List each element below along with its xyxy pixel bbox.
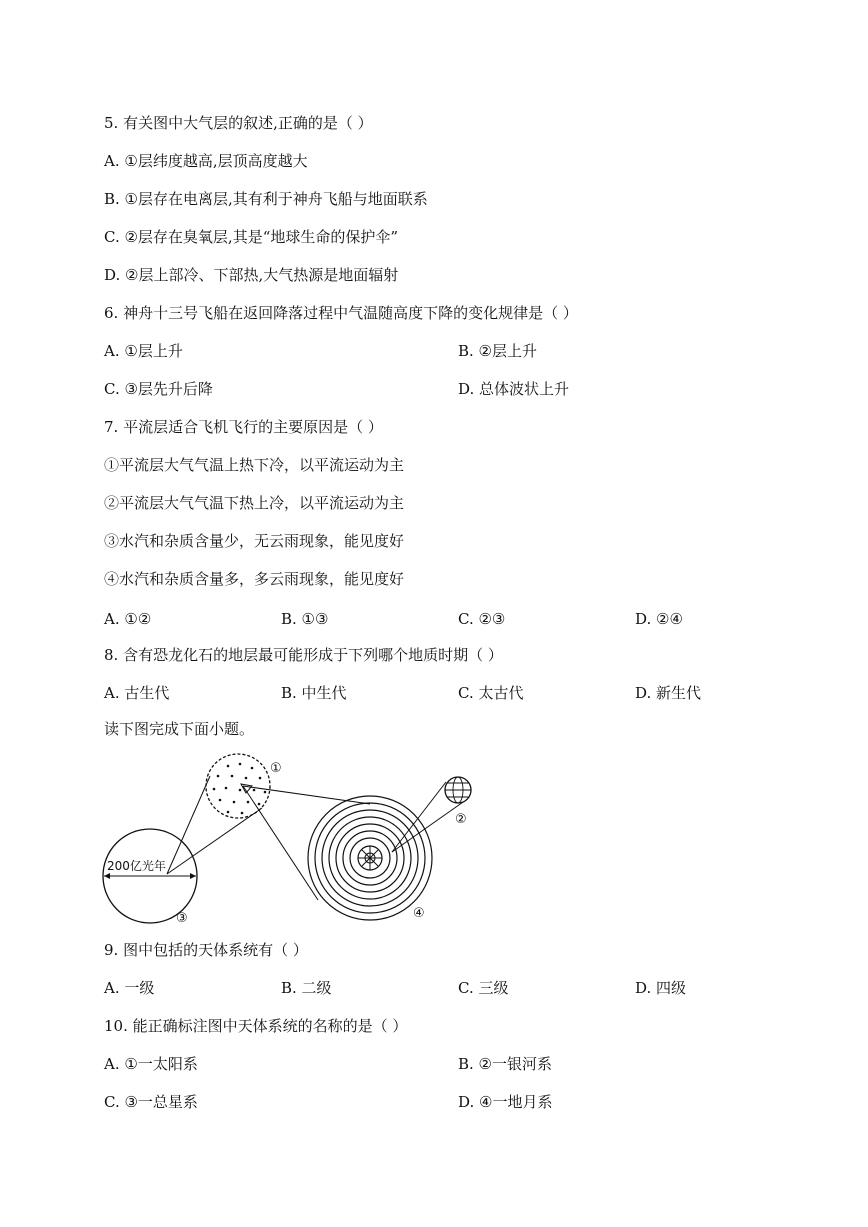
label-2: ② bbox=[455, 812, 467, 827]
question-7-option-c: C. ②③ bbox=[458, 610, 506, 628]
question-10-option-b: B. ②一银河系 bbox=[458, 1055, 553, 1073]
question-7-option-a: A. ①② bbox=[104, 610, 152, 628]
question-9-option-a: A. 一级 bbox=[104, 979, 155, 997]
question-7-statement-1: ①平流层大气气温上热下冷，以平流运动为主 bbox=[104, 456, 405, 474]
question-7-statement-4: ④水汽和杂质含量多，多云雨现象，能见度好 bbox=[104, 570, 405, 588]
connector-1-to-4-b bbox=[243, 786, 318, 900]
question-6-stem: 6. 神舟十三号飞船在返回降落过程中气温随高度下降的变化规律是（ ） bbox=[104, 304, 578, 322]
question-7-option-d: D. ②④ bbox=[635, 610, 683, 628]
connector-1-to-4-a bbox=[243, 786, 370, 804]
question-8-option-b: B. 中生代 bbox=[281, 684, 347, 702]
diameter-label: 200亿光年 bbox=[107, 859, 166, 873]
question-7-statement-3: ③水汽和杂质含量少，无云雨现象，能见度好 bbox=[104, 532, 405, 550]
question-5-option-d: D. ②层上部冷、下部热,大气热源是地面辐射 bbox=[104, 266, 399, 284]
question-6-option-b: B. ②层上升 bbox=[458, 342, 538, 360]
question-7-stem: 7. 平流层适合飞机飞行的主要原因是（ ） bbox=[104, 418, 383, 436]
question-6-option-a: A. ①层上升 bbox=[104, 342, 183, 360]
question-10-option-d: D. ④一地月系 bbox=[458, 1093, 553, 1111]
question-7-statement-2: ②平流层大气气温下热上冷，以平流运动为主 bbox=[104, 494, 405, 512]
question-6-option-c: C. ③层先升后降 bbox=[104, 380, 213, 398]
question-10-option-a: A. ①一太阳系 bbox=[104, 1055, 198, 1073]
pointer-triangle bbox=[241, 784, 252, 793]
question-10-stem: 10. 能正确标注图中天体系统的名称的是（ ） bbox=[104, 1017, 408, 1035]
figure-intro: 读下图完成下面小题。 bbox=[104, 720, 255, 738]
question-8-stem: 8. 含有恐龙化石的地层最可能形成于下列哪个地质时期（ ） bbox=[104, 646, 503, 664]
question-5-option-c: C. ②层存在臭氧层,其是“地球生命的保护伞” bbox=[104, 228, 399, 246]
question-7-option-b: B. ①③ bbox=[281, 610, 329, 628]
question-9-option-d: D. 四级 bbox=[635, 979, 687, 997]
question-8-option-a: A. 古生代 bbox=[104, 684, 170, 702]
question-10-option-c: C. ③一总星系 bbox=[104, 1093, 198, 1111]
diameter-arrow-right bbox=[190, 873, 196, 879]
question-9-option-b: B. 二级 bbox=[281, 979, 332, 997]
question-8-option-c: C. 太古代 bbox=[458, 684, 524, 702]
label-3: ③ bbox=[176, 911, 188, 926]
question-5-option-b: B. ①层存在电离层,其有利于神舟飞船与地面联系 bbox=[104, 190, 428, 208]
celestial-systems-diagram bbox=[100, 752, 490, 927]
question-5-option-a: A. ①层纬度越高,层顶高度越大 bbox=[104, 152, 308, 170]
label-1: ① bbox=[270, 761, 282, 776]
label-4: ④ bbox=[413, 906, 425, 921]
question-9-stem: 9. 图中包括的天体系统有（ ） bbox=[104, 941, 308, 959]
diameter-arrow-left bbox=[104, 873, 110, 879]
question-6-option-d: D. 总体波状上升 bbox=[458, 380, 570, 398]
question-9-option-c: C. 三级 bbox=[458, 979, 509, 997]
connector-4-to-2-a bbox=[392, 782, 446, 852]
question-8-option-d: D. 新生代 bbox=[635, 684, 702, 702]
question-5-stem: 5. 有关图中大气层的叙述,正确的是（ ） bbox=[104, 114, 373, 132]
dotted-circle bbox=[206, 754, 270, 818]
